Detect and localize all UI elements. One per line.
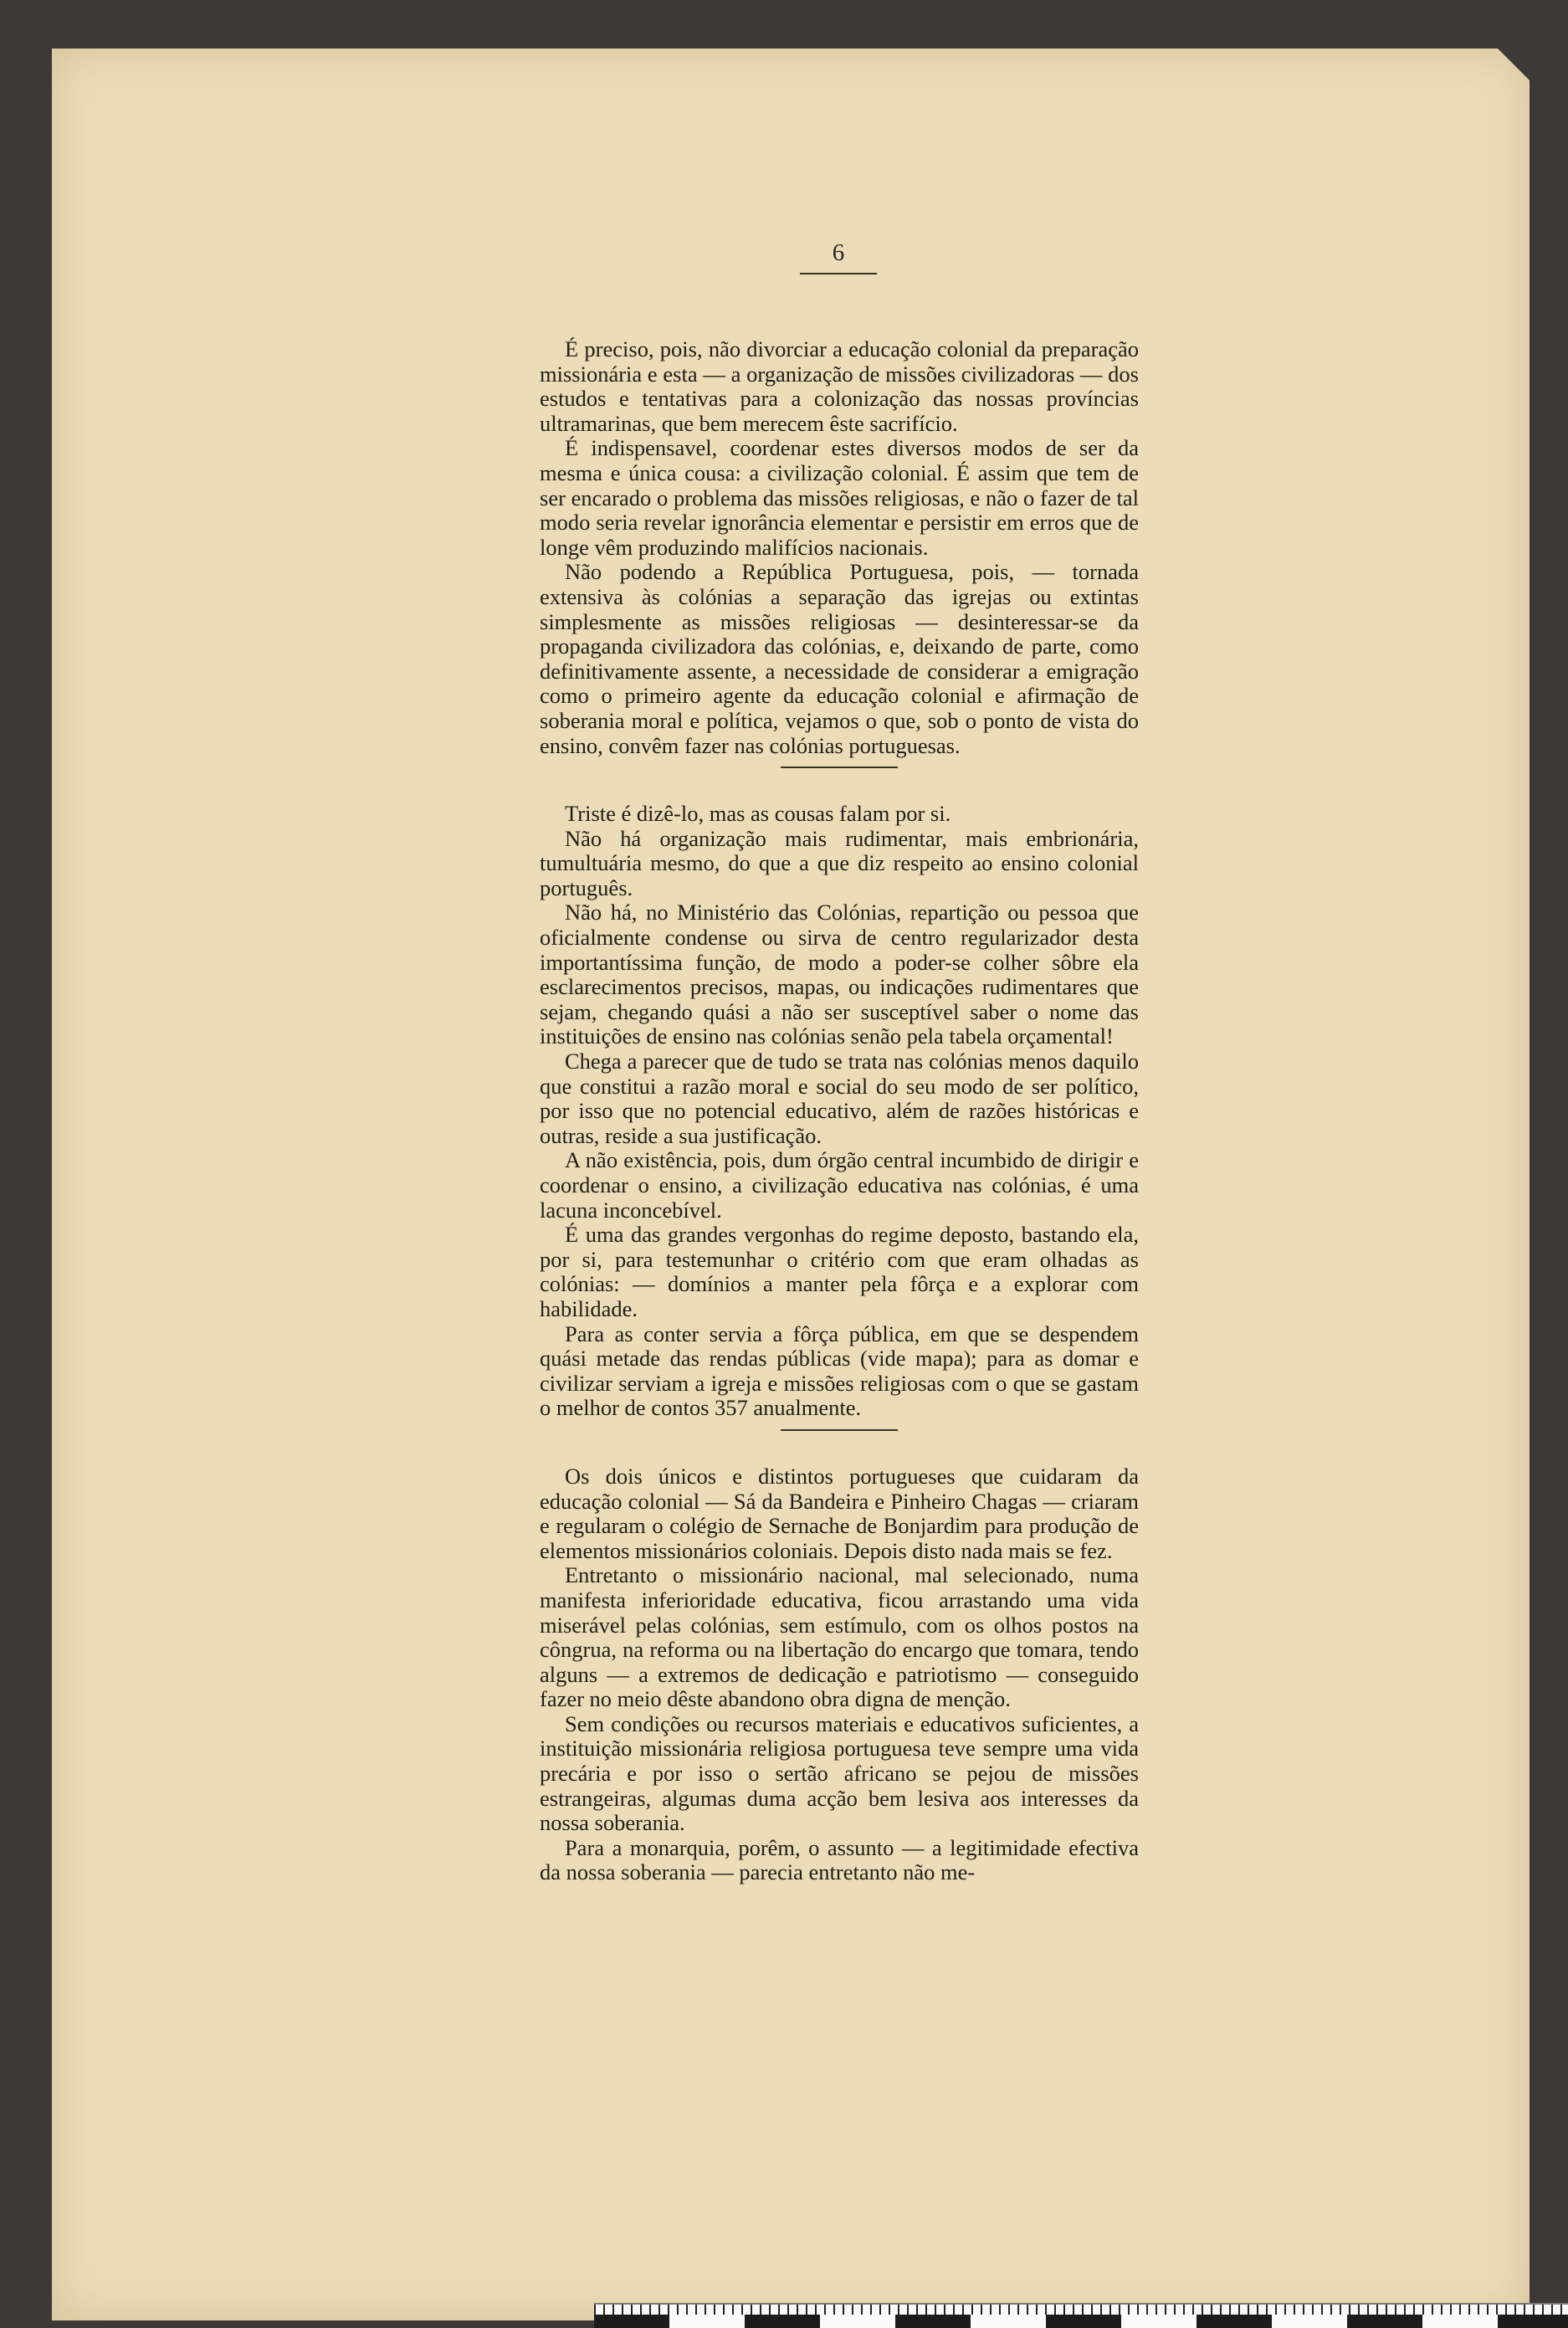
paragraph: É preciso, pois, não divorciar a educação colonial da preparação missionária e esta — a organização de missões civilizadoras — dos estudos e tentativas para a colonização das nossas províncias ultramarinas, que bem merecem êste sacrifício. (540, 336, 1139, 436)
paragraph: Sem condições ou recursos materiais e educativos suficientes, a instituição missionária religiosa portuguesa teve sempre uma vida precária e por isso o sertão africano se pejou de missões estrangeiras, algumas duma acção bem lesiva aos interesses da nossa soberania. (540, 1710, 1139, 1836)
paragraph: Não há, no Ministério das Colónias, repartição ou pessoa que oficialmente condense ou sirva de centro regularizador desta importantíssima função, de modo a poder-se colher sôbre ela esclarecimentos precisos, mapas, ou indicações rudimentares que sejam, chegando quási a não ser susceptível saber o nome das instituições de ensino nas colónias senão pela tabela orçamental! (540, 900, 1139, 1049)
paragraph: Não há organização mais rudimentar, mais embrionária, tumultuária mesmo, do que a que diz respeito ao ensino colonial português. (540, 825, 1139, 900)
paragraph: É uma das grandes vergonhas do regime deposto, bastando ela, por si, para testemunhar o critério com que eram olhadas as colónias: — domínios a manter pela fôrça e a explorar com habilidade. (540, 1222, 1139, 1321)
paragraph: Os dois únicos e distintos portugueses que cuidaram da educação colonial — Sá da Bandeira e Pinheiro Chagas — criaram e regularam o colégio de Sernache de Bonjardim para produção de elementos missionários coloniais. Depois disto nada mais se fez. (540, 1463, 1139, 1563)
spacer (540, 768, 1139, 802)
section-2 (540, 802, 1139, 1421)
page-number: 6 (832, 239, 845, 266)
paragraph: Chega a parecer que de tudo se trata nas colónias menos daquilo que constitui a razão moral e social do seu modo de ser político, por isso que no potencial educativo, além de razões históricas e outras, reside a sua justificação. (540, 1049, 1139, 1148)
paragraph: A não existência, pois, dum órgão central incumbido de dirigir e coordenar o ensino, a civilização educativa nas colónias, é uma lacuna inconcebível. (540, 1147, 1139, 1223)
spacer (540, 1431, 1139, 1464)
folded-corner (1498, 49, 1530, 80)
paragraph: Para a monarquia, porêm, o assunto — a legitimidade efectiva da nossa soberania — parecia entretanto não me- (540, 1834, 1139, 1885)
section-3 (540, 1464, 1139, 1885)
paper-sheet (52, 49, 1530, 2320)
paragraph: É indispensavel, coordenar estes diversos modos de ser da mesma e única cousa: a civilização colonial. É assim que tem de ser encarado o problema das missões religiosas, e não o fazer de tal modo seria revelar ignorância elementar e persistir em erros que de longe vêm produzindo malifícios nacionais. (540, 435, 1139, 560)
paragraph: Triste é dizê-lo, mas as cousas falam por si. (565, 801, 951, 827)
scan-ruler (594, 2303, 1568, 2328)
section-1 (540, 337, 1139, 758)
text-column (540, 337, 1139, 1885)
paragraph: Não podendo a República Portuguesa, pois, — tornada extensiva às colónias a separação das igrejas ou extintas simplesmente as missões religiosas — desinteressar-se da propaganda civilizadora das colónias, e, deixando de parte, como definitivamente assente, a necessidade de considerar a emigração como o primeiro agente da educação colonial e afirmação de soberania moral e política, vejamos o que, sob o ponto de vista do ensino, convêm fazer nas colónias portuguesas. (540, 559, 1139, 758)
paragraph: Para as conter servia a fôrça pública, em que se despendem quási metade das rendas públicas (vide mapa); para as domar e civilizar serviam a igreja e missões religiosas com o que se gastam o melhor de contos 357 anualmente. (540, 1320, 1139, 1421)
paragraph: Entretanto o missionário nacional, mal selecionado, numa manifesta inferioridade educativa, ficou arrastando uma vida miserável pelas colónias, sem estímulo, com os olhos postos na côngrua, na reforma ou na libertação do encargo que tomara, tendo alguns — a extremos de dedicação e patriotismo — conseguido fazer no meio dêste abandono obra digna de menção. (540, 1562, 1139, 1712)
page-number-rule (800, 273, 877, 274)
